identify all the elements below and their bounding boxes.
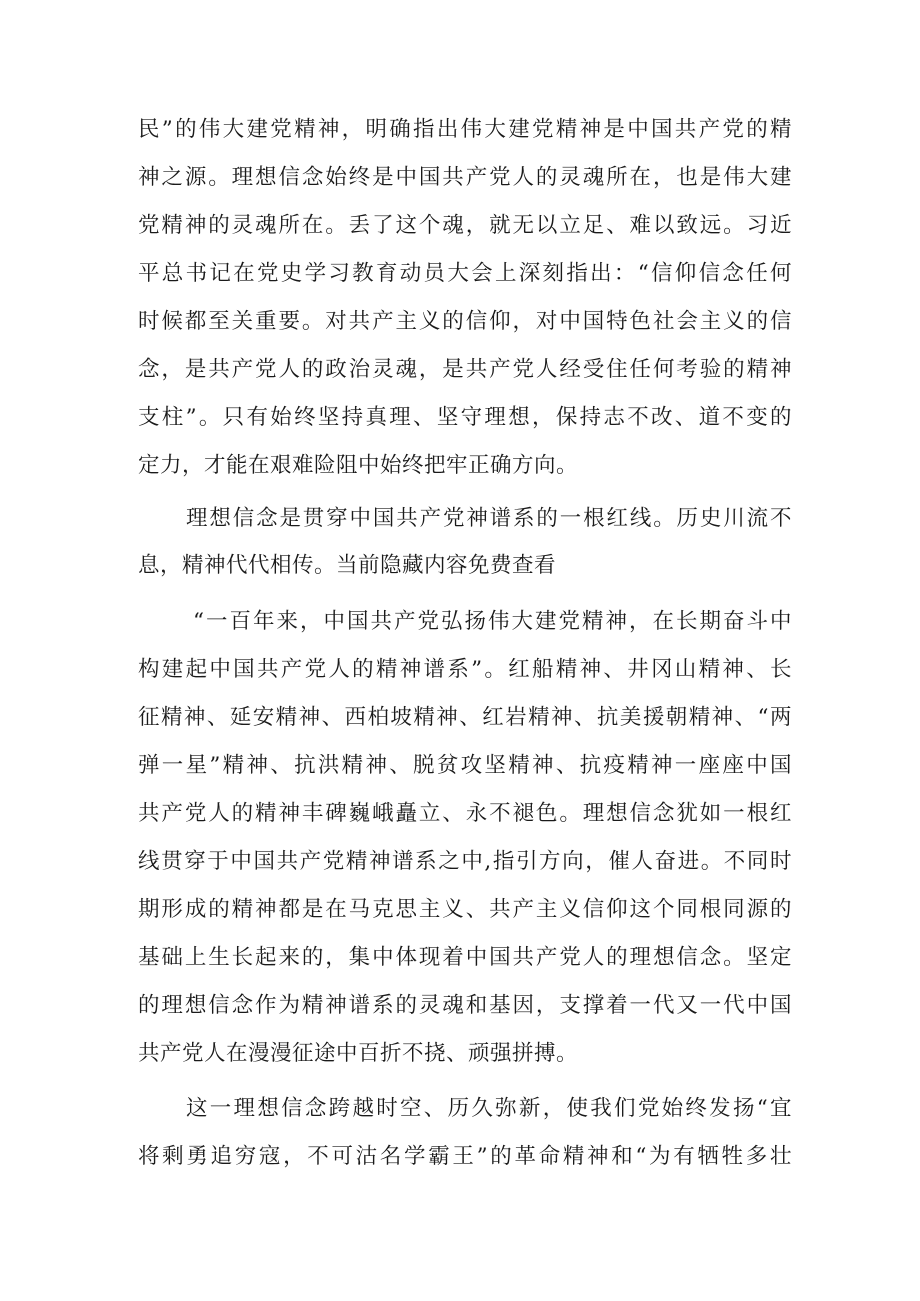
text-line: 时候都至关重要。对共产主义的信仰，对中国特色社会主义的信 [138, 309, 792, 334]
text-line: 党精神的灵魂所在。丢了这个魂，就无以立足、难以致远。习近 [138, 213, 792, 238]
text-line: 弹一星”精神、抗洪精神、脱贫攻坚精神、抗疫精神一座座中国 [138, 753, 792, 778]
text-line: 的理想信念作为精神谱系的灵魂和基因，支撑着一代又一代中国 [138, 993, 792, 1018]
text-line: 征精神、延安精神、西柏坡精神、红岩精神、抗美援朝精神、“两 [138, 705, 792, 730]
text-line: 构建起中国共产党人的精神谱系”。红船精神、井冈山精神、长 [138, 657, 792, 682]
text-line: 期形成的精神都是在马克思主义、共产主义信仰这个同根同源的 [138, 897, 792, 922]
text-line: 这一理想信念跨越时空、历久弥新，使我们党始终发扬“宜 [186, 1096, 792, 1121]
text-line: “一百年来，中国共产党弘扬伟大建党精神，在长期奋斗中 [193, 609, 792, 634]
text-line: 民”的伟大建党精神，明确指出伟大建党精神是中国共产党的精 [138, 117, 792, 142]
text-line: 理想信念是贯穿中国共产党神谱系的一根红线。历史川流不 [186, 506, 792, 531]
text-line: 神之源。理想信念始终是中国共产党人的灵魂所在，也是伟大建 [138, 165, 792, 190]
text-line: 线贯穿于中国共产党精神谱系之中,指引方向，催人奋进。不同时 [138, 849, 792, 874]
text-line: 平总书记在党史学习教育动员大会上深刻指出：“信仰信念任何 [138, 261, 792, 286]
text-line: 共产党人的精神丰碑巍峨矗立、永不褪色。理想信念犹如一根红 [138, 801, 792, 826]
text-line: 息，精神代代相传。当前隐藏内容免费查看 [138, 553, 557, 578]
text-line: 共产党人在漫漫征途中百折不挠、顽强拼搏。 [138, 1041, 579, 1066]
text-line: 定力，才能在艰难险阻中始终把牢正确方向。 [138, 453, 579, 478]
text-line: 基础上生长起来的，集中体现着中国共产党人的理想信念。坚定 [138, 945, 792, 970]
text-line: 支柱”。只有始终坚持真理、坚守理想，保持志不改、道不变的 [138, 405, 792, 430]
text-line: 念，是共产党人的政治灵魂，是共产党人经受住任何考验的精神 [138, 357, 792, 382]
text-line: 将剩勇追穷寇，不可沽名学霸王”的革命精神和“为有牺牲多壮 [138, 1144, 792, 1169]
